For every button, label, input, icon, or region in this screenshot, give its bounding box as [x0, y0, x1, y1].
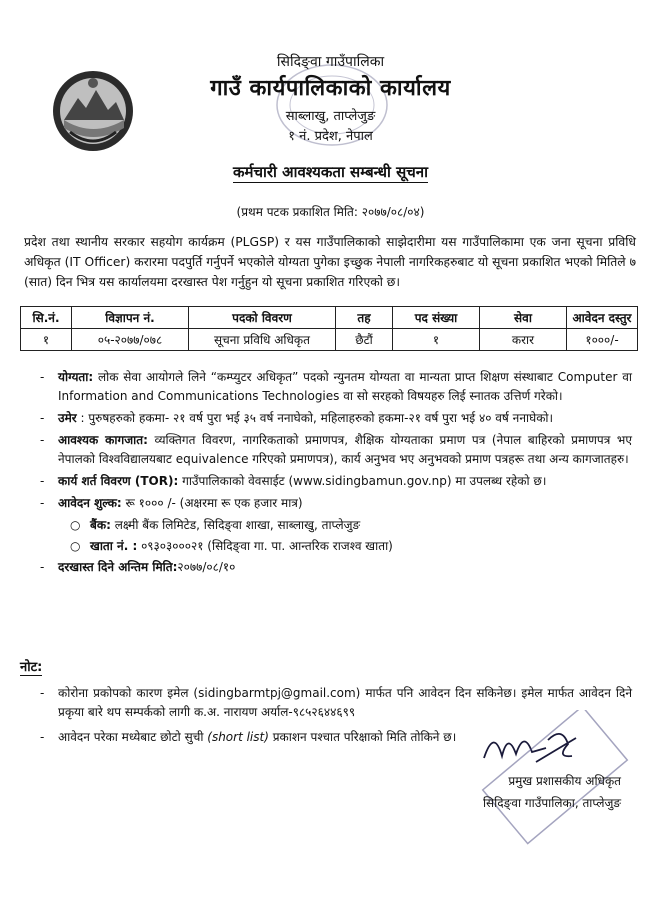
note-email: - कोरोना प्रकोपको कारण इमेल (sidingbarmtpj@gmail.com) मार्फत पनि आवेदन दिन सकिनेछ। इमेल मार्फत आवेदन दिने प्रकृया बारे थप सम्पर्कको लागी क.अ. नारायण अर्याल-९८५२६४४६९९	[40, 686, 632, 719]
requirements-list	[20, 368, 632, 580]
office-address: साब्लाखु, ताप्लेजुङ	[285, 109, 376, 124]
col-serial: सि.नं.	[21, 307, 72, 329]
intro-paragraph: प्रदेश तथा स्थानीय सरकार सहयोग कार्यक्रम (PLGSP) र यस गाउँपालिकाको साझेदारीमा यस गाउँपालिकामा एक जना सूचना प्रविधि अधिकृत (IT Officer) करारमा पदपुर्ति गर्नुपर्ने भएकोले योग्यता पुगेका इच्छुक नेपाली नागरिकहरुबाट यो सूचना प्रकाशित भएको मितिले ७ (सात) दिन भित्र यस कार्यालयमा दरखास्त पेश गर्नुहुन यो सूचना प्रकाशित गरिएको छ।	[24, 235, 636, 289]
col-fee: आवेदन दस्तुर	[567, 307, 638, 329]
list-item-account: ○ खाता नं. : ०९३०३०००२१ (सिदिङ्वा गा. पा. आन्तरिक राजश्व खाता)	[20, 537, 632, 556]
list-item-tor: - कार्य शर्त विवरण (TOR): गाउँपालिकाको वेवसाईट (www.sidingbamun.gov.np) मा उपलब्ध रहेको छ।	[40, 474, 547, 488]
col-service: सेवा	[480, 307, 567, 329]
list-item-age: - उमेर : पुरुषहरुको हकमा- २१ वर्ष पुरा भई ३५ वर्ष ननाघेको, महिलाहरुको हकमा-२१ वर्ष पुरा भई ४० वर्ष ननाघेको।	[40, 411, 554, 425]
list-item-documents: - आवश्यक कागजात: व्यक्तिगत विवरण, नागरिकताको प्रमाणपत्र, शैक्षिक योग्यताका प्रमाण पत्र (नेपाल बाहिरको प्रमाणपत्र भए नेपालको विश्वविद्यालयबाट equivalence गरिएको प्रमाणपत्र), कार्य अनुभव भए अनुभवको प्रमाण पत्रहरू तथा अन्य कागजातहरु।	[40, 433, 632, 466]
cell-serial: १	[21, 329, 72, 351]
list-item-qualification: - योग्यता: लोक सेवा आयोगले लिने “कम्प्युटर अधिकृत” पदको न्युनतम योग्यता वा मान्यता प्राप्त शिक्षण संस्थाबाट Computer वा Information and Communications Technologies वा सो सरहको विषयहरु लिई स्नातक उत्तिर्ण गरेको।	[40, 370, 632, 403]
col-level: तह	[336, 307, 393, 329]
province-name: १ नं. प्रदेश, नेपाल	[288, 129, 373, 144]
circle-bullet-icon: ○	[70, 539, 81, 553]
cell-count: १	[393, 329, 480, 351]
notice-title: कर्मचारी आवश्यकता सम्बन्धी सूचना	[232, 163, 428, 181]
cell-ad-number: ०५-२०७७/०७८	[72, 329, 189, 351]
vacancy-table	[20, 306, 638, 351]
list-item-fee: - आवेदन शुल्क: रू १००० /- (अक्षरमा रू एक हजार मात्र)	[40, 496, 303, 510]
cell-service: करार	[480, 329, 567, 351]
cell-fee: १०००/-	[567, 329, 638, 351]
signatory-title: प्रमुख प्रशासकीय अधिकृत	[508, 774, 621, 788]
municipality-name: सिदिङ्वा गाउँपालिका	[276, 54, 385, 70]
col-ad-number: विज्ञापन नं.	[72, 307, 189, 329]
signatory-office: सिदिङ्वा गाउँपालिका, ताप्लेजुङ	[482, 796, 621, 810]
notes-heading: नोट:	[20, 660, 43, 675]
signature-block	[483, 770, 621, 814]
publish-date: (प्रथम पटक प्रकाशित मिति: २०७७/०८/०४)	[236, 205, 425, 219]
list-item-bank: ○ बैंक: लक्ष्मी बैंक लिमिटेड, सिदिङ्वा शाखा, साब्लाखु, ताप्लेजुङ	[20, 516, 632, 535]
table-row	[21, 329, 638, 351]
col-count: पद संख्या	[393, 307, 480, 329]
cell-level: छैटौं	[336, 329, 393, 351]
circle-bullet-icon: ○	[70, 518, 81, 532]
col-post: पदको विवरण	[189, 307, 336, 329]
list-item-deadline: - दरखास्त दिने अन्तिम मिति:२०७७/०८/१०	[40, 560, 236, 574]
table-header-row	[21, 307, 638, 329]
cell-post: सूचना प्रविधि अधिकृत	[189, 329, 336, 351]
note-shortlist: - आवेदन परेका मध्येबाट छोटो सुची (short list) प्रकाशन पश्चात परिक्षाको मिति तोकिने छ।	[40, 730, 457, 744]
office-name: गाउँ कार्यपालिकाको कार्यालय	[210, 76, 451, 101]
